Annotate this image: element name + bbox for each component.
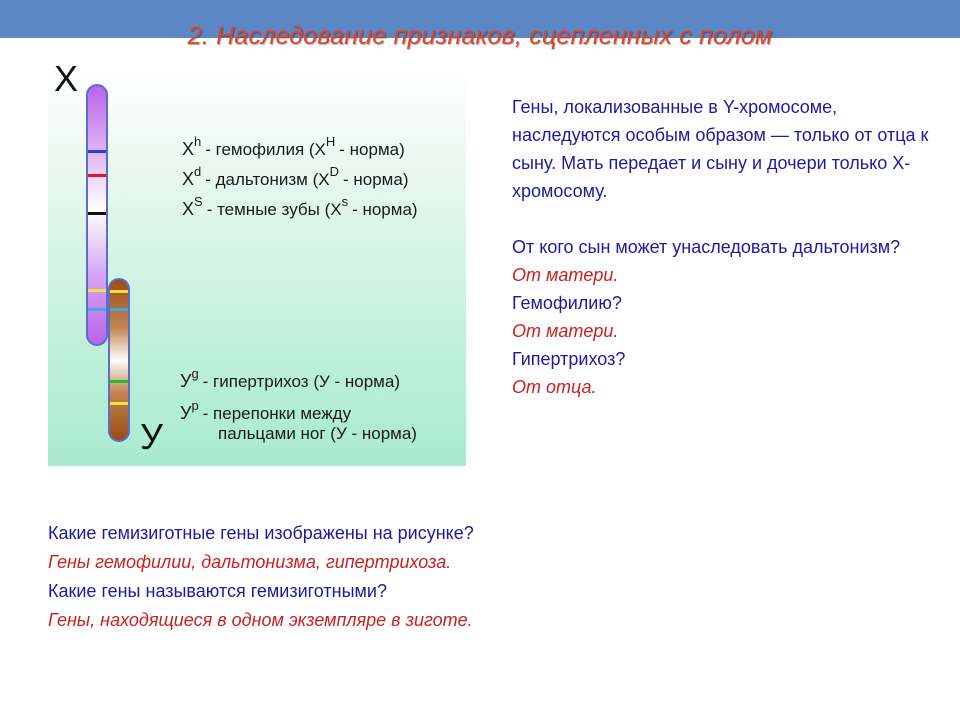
right-text-block [512,93,942,401]
y-chromosome [108,278,130,442]
chromosome-figure [48,58,466,466]
answer-hemophilia: От матери. [512,321,619,341]
y-band-pairing-yellow [110,290,128,293]
y-band-pairing-blue [110,308,128,311]
answer-hemizygous-definition: Гены, находящиеся в одном экземпляре в зиготе. [48,610,473,630]
x-band-pairing-blue [88,308,106,311]
x-band-pairing-yellow [88,289,106,292]
answer-hemizygous-genes: Гены гемофилии, дальтонизма, гипертрихоза. [48,552,452,572]
spacer [512,205,942,233]
question-colorblindness: От кого сын может унаследовать дальтонизм? [512,237,901,257]
gene-webbed-toes: $У^p$ - перепонки между [180,398,352,423]
gene-colorblindness: $X^d$ - дальтонизм ($X^D$ - норма) [182,164,409,189]
bottom-text-block [48,519,908,635]
y-band-hypertrichosis [110,380,128,383]
slide-title: 2. Наследование признаков, сцепленных с полом [187,22,773,50]
x-band-hemophilia [88,150,106,153]
y-band-webbed-toes [110,402,128,405]
answer-colorblindness: От матери. [512,265,619,285]
question-hemizygous-genes: Какие гемизиготные гены изображены на рисунке? [48,523,474,543]
x-chromosome-label: X [54,58,79,99]
x-band-dark-teeth [88,212,106,215]
y-inheritance-paragraph: Гены, локализованные в Y-хромосоме, наследуются особым образом — только от отца к сыну. Мать передает и сыну и дочери только Х-хромосому. [512,97,929,201]
question-hypertrichosis: Гипертрихоз? [512,349,626,369]
gene-hemophilia: $X^h$ - гемофилия ($X^H$ - норма) [182,134,405,159]
x-chromosome [86,84,108,346]
gene-dark-teeth: $X^S$ - темные зубы ($X^s$ - норма) [182,194,418,219]
answer-hypertrichosis: От отца. [512,377,597,397]
gene-hypertrichosis: $У^g$ - гипертрихоз (У - норма) [180,366,400,391]
question-hemophilia: Гемофилию? [512,293,622,313]
x-band-colorblindness [88,174,106,177]
question-hemizygous-definition: Какие гены называются гемизиготными? [48,581,387,601]
gene-webbed-toes-cont: пальцами ног (У - норма) [218,424,417,443]
y-chromosome-label: У [140,416,163,457]
